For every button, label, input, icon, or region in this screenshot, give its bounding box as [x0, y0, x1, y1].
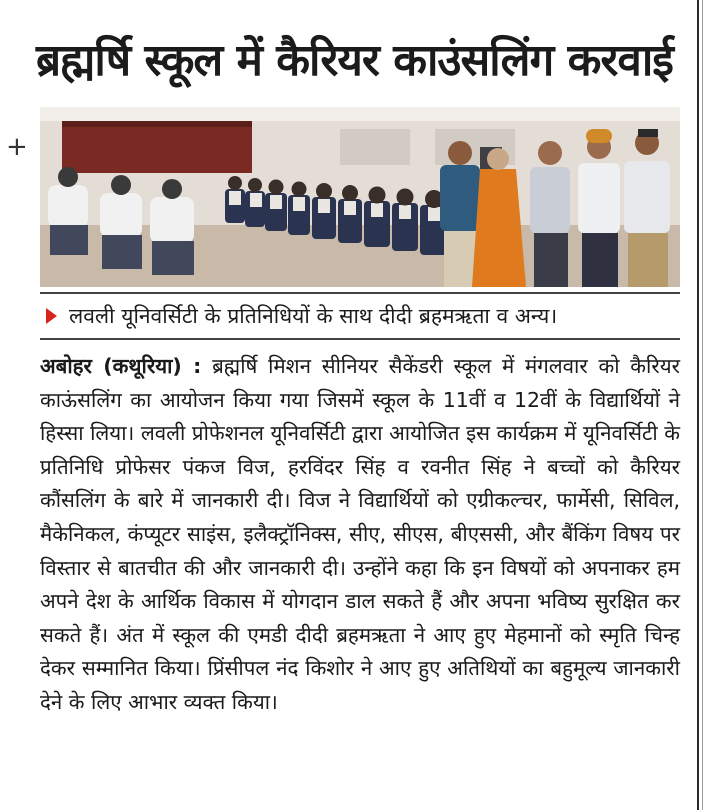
crosshair-icon: +	[6, 132, 28, 162]
column-rule	[697, 0, 699, 810]
column-rule-secondary	[702, 0, 703, 810]
dateline: अबोहर (कथूरिया) :	[40, 354, 202, 378]
caption-text: लवली यूनिवर्सिटी के प्रतिनिधियों के साथ दीदी ब्रहमऋता व अन्य।	[69, 304, 558, 328]
photo-caption	[40, 292, 680, 340]
triangle-right-icon	[46, 308, 57, 324]
news-photo	[40, 107, 680, 287]
article-text: ब्रह्मर्षि मिशन सीनियर सैकेंडरी स्कूल में मंगलवार को कैरियर काऊंसलिंग का आयोजन किया गया जिसमें स्कूल के 11वीं व 12वीं के विद्यार्थियों ने हिस्सा लिया। लवली प्रोफेशनल यूनिवर्सिटी द्वारा आयोजित इस कार्यक्रम में यूनिवर्सिटी के प्रतिनिधि प्रोफेसर पंकज विज, हरविंदर सिंह व रवनीत सिंह ने बच्चों को कैरियर कौंसलिंग के बारे में जानकारी दी। विज ने विद्यार्थियों को एग्रीकल्चर, फार्मेसी, सिविल, मैकेनिकल, कंप्यूटर साइंस, इलैक्ट्रॉनिक्स, सीए, सीएस, बीएससी, और बैंकिंग विषय पर विस्तार से बातचीत की और जानकारी दी। उन्होंने कहा कि इन विषयों को अपनाकर हम अपने देश के आर्थिक विकास में योगदान डाल सकते हैं और अपना भविष्य सुरक्षित कर सकते हैं। अंत में स्कूल की एमडी दीदी ब्रहमऋता ने आए हुए मेहमानों को स्मृति चिन्ह देकर सम्मानित किया। प्रिंसीपल नंद किशोर ने आए हुए अतिथियों का बहुमूल्य जानकारी देने के लिए आभार व्यक्त किया।	[40, 354, 680, 714]
headline: ब्रह्मर्षि स्कूल में कैरियर काउंसलिंग करवाई	[36, 35, 673, 86]
article-body	[40, 350, 680, 720]
